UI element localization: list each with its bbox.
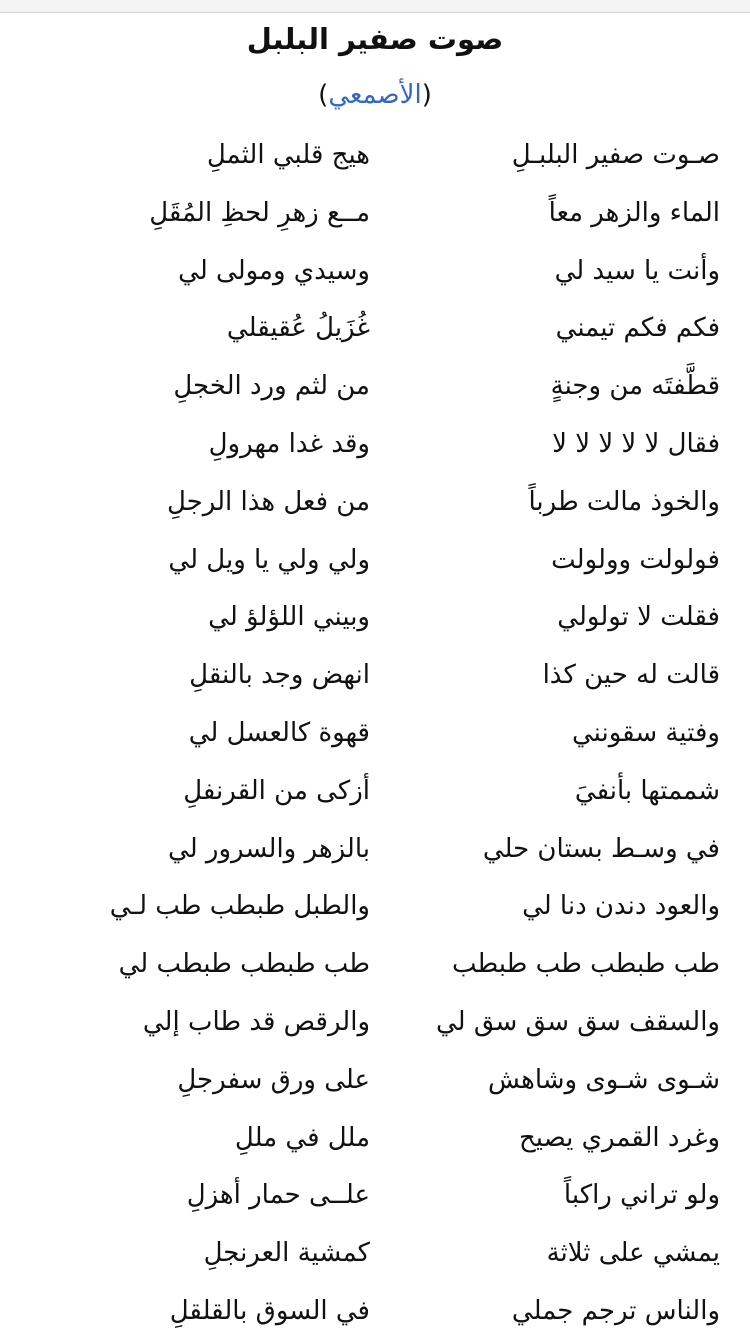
verse-second-hemistich: ولي ولي يا ويل لي xyxy=(168,544,370,575)
verse-second-hemistich: ملل في مللِ xyxy=(234,1122,370,1153)
author-close-paren: ) xyxy=(318,80,329,110)
verse-row xyxy=(0,1052,750,1110)
verse-second-hemistich: هيج قلبي الثملِ xyxy=(206,140,370,170)
author-link[interactable]: الأصمعي xyxy=(328,80,422,110)
verse-row xyxy=(0,1110,750,1168)
verse-first-hemistich: الماء والزهر معاً xyxy=(548,197,720,228)
verse-row xyxy=(0,647,750,705)
verse-row xyxy=(0,1225,750,1283)
verse-first-hemistich: ولو تراني راكباً xyxy=(563,1180,720,1211)
verse-second-hemistich: وسيدي ومولى لي xyxy=(178,255,370,286)
verse-first-hemistich: فقلت لا تولولي xyxy=(557,602,720,633)
verse-first-hemistich: شـوى شـوى وشاهش xyxy=(487,1064,720,1095)
verse-first-hemistich: والناس ترجم جملي xyxy=(511,1295,720,1326)
verse-second-hemistich: وبيني اللؤلؤ لي xyxy=(208,602,370,633)
verse-row xyxy=(0,243,750,301)
verse-second-hemistich: قهوة كالعسل لي xyxy=(188,717,370,748)
verse-second-hemistich: كمشية العرنجلِ xyxy=(203,1238,370,1269)
verse-second-hemistich: علــى حمار أهزلِ xyxy=(186,1180,370,1211)
verse-second-hemistich: مــع زهرِ لحظِ المُقَلِ xyxy=(149,197,370,228)
verse-second-hemistich: طب طبطب طبطب لي xyxy=(118,949,370,980)
verse-first-hemistich: فولولت وولولت xyxy=(551,544,720,575)
verse-first-hemistich: والسقف سق سق سق لي xyxy=(435,1006,720,1037)
verse-first-hemistich: قطَّفتَه من وجنةٍ xyxy=(550,371,720,402)
verse-second-hemistich: في السوق بالقلقلِ xyxy=(169,1295,370,1326)
verse-second-hemistich: انهض وجد بالنقلِ xyxy=(189,660,370,691)
verse-first-hemistich: فقال لا لا لا لا لا xyxy=(552,428,720,459)
verse-second-hemistich: من لثم ورد الخجلِ xyxy=(173,371,370,402)
verse-second-hemistich: غُزَيلُ عُقيقلي xyxy=(226,313,370,344)
verse-row xyxy=(0,821,750,879)
verse-first-hemistich: في وسـط بستان حلي xyxy=(482,833,720,864)
verse-first-hemistich: وفتية سقونني xyxy=(571,717,720,748)
verse-second-hemistich: والرقص قد طاب إلي xyxy=(142,1006,370,1037)
verse-row xyxy=(0,185,750,243)
verse-row xyxy=(0,589,750,647)
verse-second-hemistich: من فعل هذا الرجلِ xyxy=(166,486,370,517)
poem-verses xyxy=(0,127,750,1341)
verse-row xyxy=(0,994,750,1052)
poem-author xyxy=(0,80,750,110)
verse-row xyxy=(0,705,750,763)
author-open-paren: ( xyxy=(421,80,432,110)
verse-row xyxy=(0,127,750,185)
verse-row xyxy=(0,474,750,532)
verse-second-hemistich: بالزهر والسرور لي xyxy=(168,833,370,864)
verse-row xyxy=(0,878,750,936)
verse-row xyxy=(0,300,750,358)
poem-title: صوت صفير البلبل xyxy=(246,22,504,56)
verse-row xyxy=(0,936,750,994)
verse-second-hemistich: وقد غدا مهرولِ xyxy=(208,428,370,459)
verse-first-hemistich: صـوت صفير البلبـلِ xyxy=(511,140,720,170)
verse-row xyxy=(0,358,750,416)
verse-first-hemistich: وغرد القمري يصيح xyxy=(518,1122,720,1153)
verse-second-hemistich: على ورق سفرجلِ xyxy=(177,1064,370,1095)
verse-first-hemistich: فكم فكم تيمني xyxy=(555,313,720,344)
verse-row xyxy=(0,1283,750,1341)
browser-top-bar xyxy=(0,0,750,13)
verse-first-hemistich: والخوذ مالت طرباً xyxy=(528,486,720,517)
verse-first-hemistich: والعود دندن دنا لي xyxy=(522,891,720,922)
verse-row xyxy=(0,416,750,474)
verse-row xyxy=(0,1167,750,1225)
verse-first-hemistich: يمشي على ثلاثة xyxy=(546,1238,720,1269)
verse-first-hemistich: قالت له حين كذا xyxy=(542,660,720,691)
verse-second-hemistich: أزكى من القرنفلِ xyxy=(183,775,370,806)
verse-row xyxy=(0,532,750,590)
verse-first-hemistich: وأنت يا سيد لي xyxy=(554,255,720,286)
verse-second-hemistich: والطبل طبطب طب لـي xyxy=(109,891,370,922)
verse-row xyxy=(0,763,750,821)
verse-first-hemistich: شممتها بأنفيَ xyxy=(574,775,720,806)
verse-first-hemistich: طب طبطب طب طبطب xyxy=(451,949,720,980)
